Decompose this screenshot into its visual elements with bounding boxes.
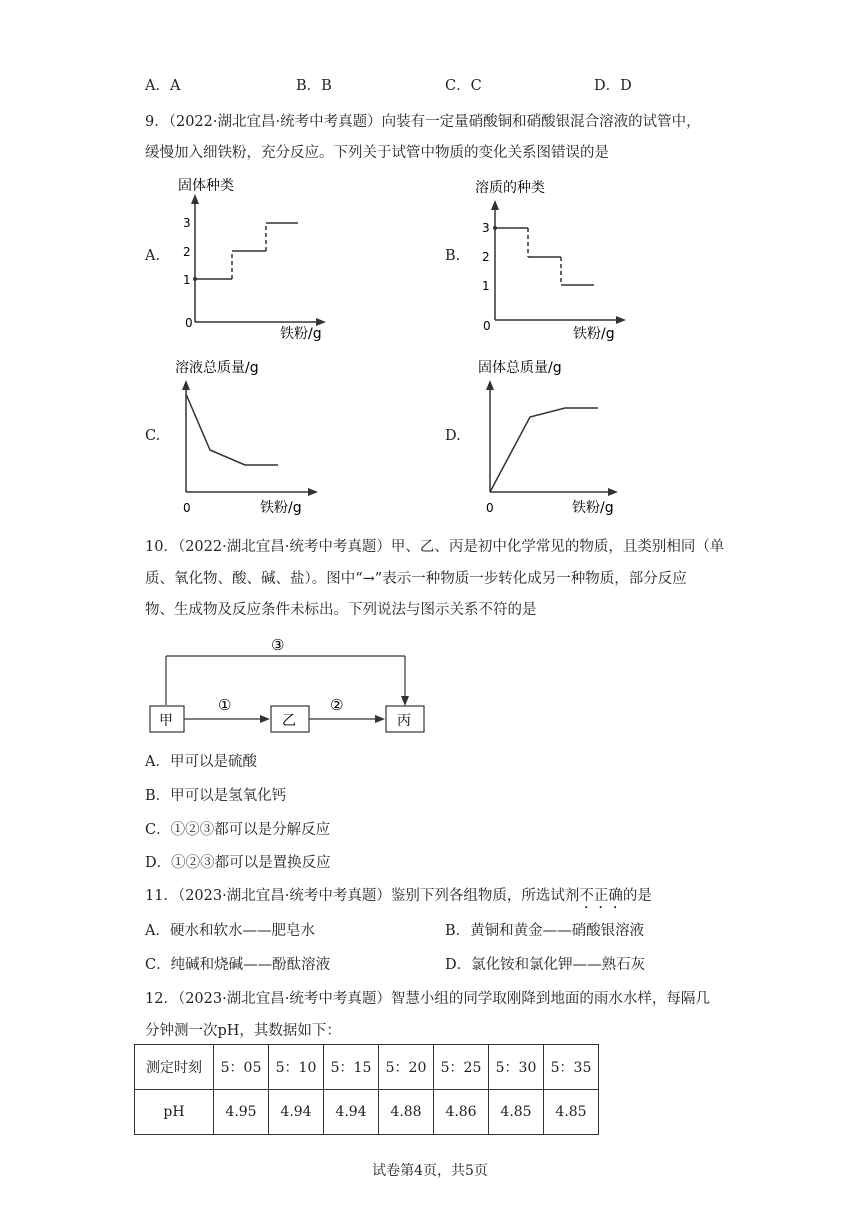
q11-stem — [145, 884, 652, 912]
q10-option-a: A．甲可以是硫酸 — [145, 754, 257, 770]
graph-a-tick-1: 1 — [183, 273, 191, 287]
table-row — [135, 1090, 599, 1135]
graph-b-origin: 0 — [483, 319, 491, 333]
q10-stem-line1: 10．（2022·湖北宜昌·统考中考真题）甲、乙、丙是初中化学常见的物质，且类别相同（单 — [145, 539, 725, 555]
graph-a-origin: 0 — [185, 316, 193, 330]
ph-data-table — [134, 1044, 599, 1135]
table-cell: 4.95 — [214, 1090, 269, 1135]
graph-d-label: D. — [445, 428, 461, 444]
graph-b-ylabel: 溶质的种类 — [475, 180, 545, 196]
graph-c-label: C. — [145, 428, 161, 444]
table-cell: 4.88 — [379, 1090, 434, 1135]
table-cell: 4.94 — [269, 1090, 324, 1135]
q8-option-a: A．A — [145, 78, 181, 94]
table-cell: 5：10 — [269, 1045, 324, 1090]
table-cell: 5：35 — [544, 1045, 599, 1090]
q8-option-d: D．D — [594, 78, 632, 94]
q10-conversion-diagram — [140, 630, 440, 740]
q11-option-d: D．氯化铵和氯化钾——熟石灰 — [445, 957, 646, 973]
graph-b-tick-3: 3 — [482, 221, 490, 235]
diagram-yi: 乙 — [282, 713, 296, 729]
q9-stem-line2: 缓慢加入细铁粉，充分反应。下列关于试管中物质的变化关系图错误的是 — [145, 145, 609, 161]
table-cell: 5：25 — [434, 1045, 489, 1090]
graph-c-xlabel: 铁粉/g — [260, 500, 302, 516]
graph-c-origin: 0 — [183, 501, 191, 515]
graph-a-label: A. — [145, 248, 161, 264]
graph-a-tick-3: 3 — [183, 216, 191, 230]
graph-b — [470, 172, 640, 342]
graph-a-ylabel: 固体种类 — [178, 178, 234, 194]
table-cell: 5：30 — [489, 1045, 544, 1090]
table-header-cell: pH — [135, 1090, 214, 1135]
graph-a-xlabel: 铁粉/g — [280, 326, 322, 342]
q11-stem-pre: 11．（2023·湖北宜昌·统考中考真题）鉴别下列各组物质，所选试剂 — [145, 888, 580, 904]
graph-c — [170, 352, 340, 522]
diagram-step-2: ② — [330, 696, 344, 714]
q10-stem-line2: 质、氧化物、酸、碱、盐）。图中“→”表示一种物质一步转化成另一种物质，部分反应 — [145, 571, 687, 587]
q11-stem-post: 的是 — [622, 888, 652, 904]
q10-stem-line3: 物、生成物及反应条件未标出。下列说法与图示关系不符的是 — [145, 602, 537, 618]
graph-b-label: B. — [445, 248, 461, 264]
q10-option-d: D．①②③都可以是置换反应 — [145, 855, 331, 871]
q9-stem-line1: 9．（2022·湖北宜昌·统考中考真题）向装有一定量硝酸铜和硝酸银混合溶液的试管中， — [145, 114, 701, 130]
q8-option-c: C．C — [445, 78, 482, 94]
graph-d-ylabel: 固体总质量/g — [478, 360, 562, 376]
diagram-step-1: ① — [218, 696, 232, 714]
graph-b-xlabel: 铁粉/g — [573, 326, 615, 342]
q11-option-a: A．硬水和软水——肥皂水 — [145, 923, 315, 939]
table-cell: 5：15 — [324, 1045, 379, 1090]
graph-d-xlabel: 铁粉/g — [572, 500, 614, 516]
q10-option-b: B．甲可以是氢氧化钙 — [145, 788, 287, 804]
table-cell: 4.85 — [544, 1090, 599, 1135]
graph-a-tick-2: 2 — [183, 245, 191, 259]
graph-c-ylabel: 溶液总质量/g — [175, 360, 259, 376]
table-header-cell: 测定时刻 — [135, 1045, 214, 1090]
q11-option-c: C．纯碱和烧碱——酚酞溶液 — [145, 957, 331, 973]
graph-a — [170, 172, 340, 342]
diagram-step-3: ③ — [271, 636, 285, 654]
q12-stem-line1: 12．（2023·湖北宜昌·统考中考真题）智慧小组的同学取刚降到地面的雨水水样，每隔几 — [145, 991, 710, 1007]
graph-d — [470, 352, 640, 522]
table-cell: 4.86 — [434, 1090, 489, 1135]
q12-stem-line2: 分钟测一次pH，其数据如下： — [145, 1023, 341, 1039]
table-cell: 4.94 — [324, 1090, 379, 1135]
table-cell: 4.85 — [489, 1090, 544, 1135]
q10-option-c: C．①②③都可以是分解反应 — [145, 822, 331, 838]
diagram-bing: 丙 — [397, 713, 411, 729]
graph-b-tick-2: 2 — [482, 250, 490, 264]
q11-option-b: B．黄铜和黄金——硝酸银溶液 — [445, 923, 645, 939]
graph-d-origin: 0 — [486, 501, 494, 515]
page-footer: 试卷第4页，共5页 — [372, 1163, 488, 1179]
q11-stem-emphasis: 不正确 — [579, 888, 623, 904]
q8-option-b: B．B — [296, 78, 332, 94]
diagram-jia: 甲 — [159, 713, 173, 729]
table-cell: 5：20 — [379, 1045, 434, 1090]
table-cell: 5：05 — [214, 1045, 269, 1090]
table-row — [135, 1045, 599, 1090]
graph-b-tick-1: 1 — [482, 279, 490, 293]
